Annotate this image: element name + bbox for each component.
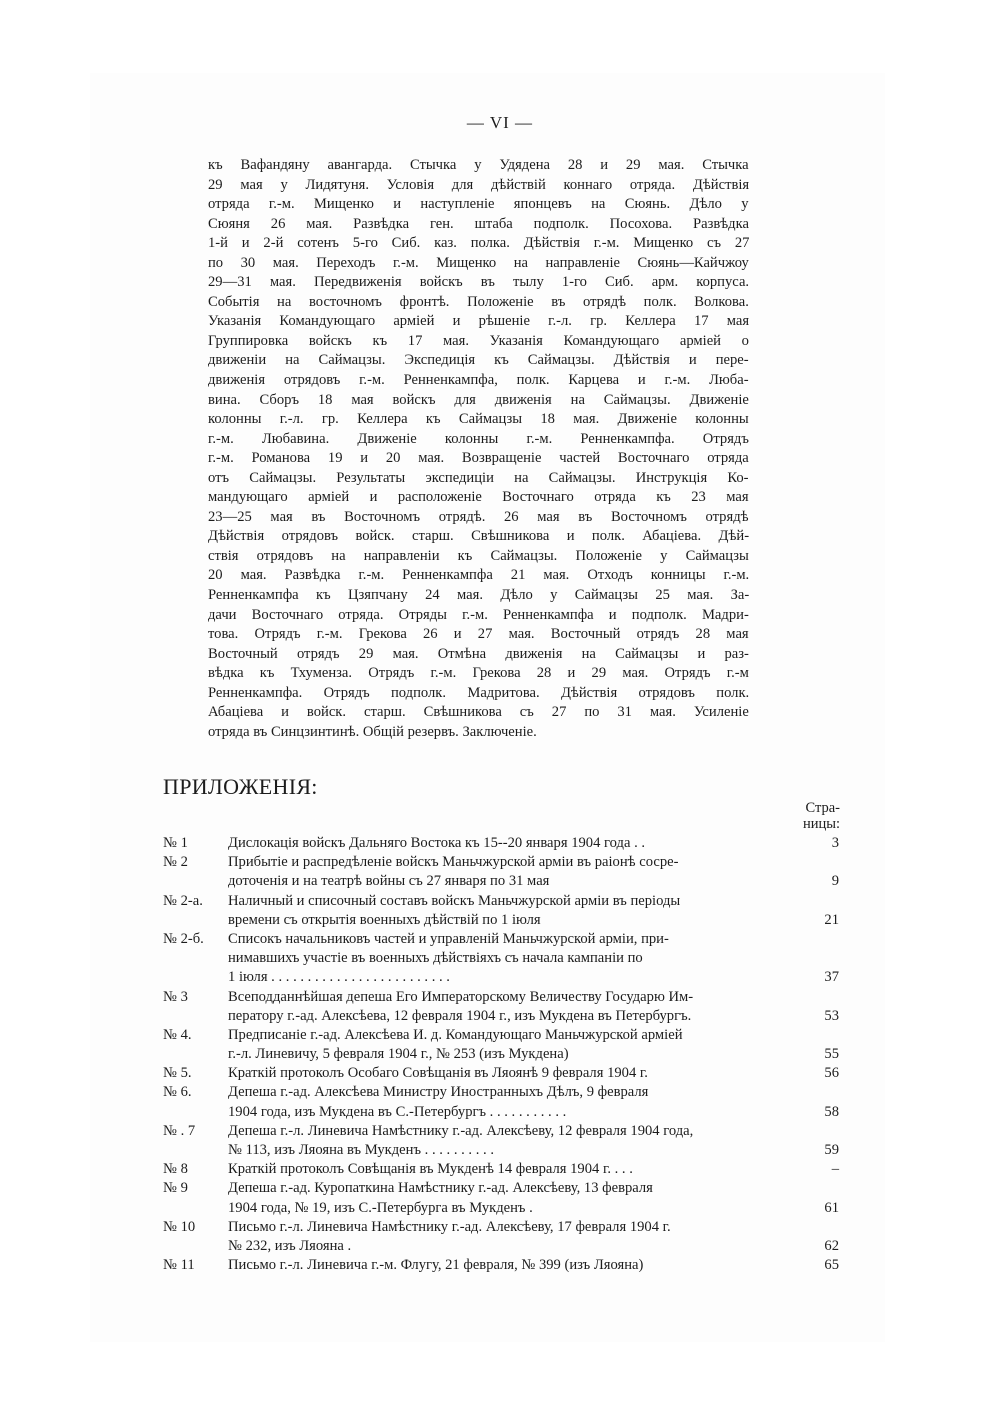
- appendix-title-line: нимавшихъ участіе въ военныхъ дѣйствіяхъ съ начала кампаніи по: [228, 950, 643, 967]
- text-line: 29 мая у Лидятуня. Условія для дѣйствій коннаго отряда. Дѣйствія: [208, 176, 750, 193]
- pages-header-line-1: Стра-: [805, 800, 840, 816]
- appendix-title-line: 1 іюля . . . . . . . . . . . . . . . . . . . . . . . . .: [228, 969, 450, 986]
- text-line: Событія на восточномъ фронтѣ. Положеніе въ отрядѣ полк. Волкова.: [208, 293, 749, 310]
- appendix-title-line: Наличный и списочный составъ войскъ Маньчжурской арміи въ періоды: [228, 892, 681, 909]
- appendix-title: [228, 930, 796, 988]
- text-line: Сюяня 26 мая. Развѣдка ген. штаба подполк. Посохова. Развѣдка: [208, 215, 749, 232]
- appendix-page-number: –: [831, 1161, 839, 1178]
- pages-header-line-2: ницы:: [802, 816, 840, 832]
- appendix-heading: ПРИЛОЖЕНІЯ:: [163, 774, 318, 799]
- appendix-title-line: Краткій протоколъ Особаго Совѣщанія въ Ляоянѣ 9 февраля 1904 г.: [228, 1065, 648, 1082]
- text-line: 29—31 мая. Передвиженія войскъ въ тылу 1-го Сиб. арм. корпуса.: [208, 274, 750, 291]
- text-line: Восточный отрядъ 29 мая. Отмѣна движенія на Саймацзы и раз-: [208, 645, 749, 662]
- appendix-page-number: 53: [824, 1007, 839, 1024]
- appendix-number: № 6.: [163, 1084, 192, 1101]
- page-number: — VI —: [466, 113, 534, 132]
- appendix-number: № 4.: [163, 1026, 192, 1043]
- appendix-item: [163, 1218, 839, 1256]
- appendix-item: [163, 834, 839, 853]
- appendix-item: [163, 1160, 839, 1179]
- appendix-item: [163, 1083, 839, 1121]
- text-line: колонны г.-л. гр. Келлера къ Саймацзы 18 мая. Движеніе колонны: [208, 411, 749, 428]
- text-line: отряда въ Синцзинтинѣ. Общій резервъ. Заключеніе.: [208, 723, 537, 740]
- appendix-page-number: 65: [824, 1257, 839, 1274]
- text-line: вина. Сборъ 18 мая войскъ для движенія на Саймацзы. Движеніе: [208, 391, 749, 408]
- text-line: дачи Восточнаго отряда. Отряды г.-м. Ренненкампфа и подполк. Мадри-: [208, 606, 749, 623]
- appendix-page-number: 61: [824, 1199, 839, 1216]
- appendix-title-line: 1904 года, № 19, изъ С.-Петербурга въ Мукденъ .: [228, 1199, 533, 1216]
- appendix-number: № 8: [163, 1161, 188, 1178]
- appendix-page-number: 37: [824, 969, 839, 986]
- appendix-title-line: Краткій протоколъ Совѣщанія въ Мукденѣ 14 февраля 1904 г. . . .: [228, 1161, 633, 1178]
- appendix-item: [163, 1179, 839, 1217]
- text-line: 1-й и 2-й сотенъ 5-го Сиб. каз. полка. Дѣйствія г.-м. Мищенко съ 27: [208, 235, 750, 252]
- appendix-title: [228, 1256, 796, 1275]
- text-line: Абаціева и войск. старш. Свѣшникова съ 27 по 31 мая. Усиленіе: [208, 704, 749, 721]
- text-line: мандующаго арміей и расположеніе Восточнаго отряда къ 23 мая: [208, 489, 749, 506]
- appendix-title-line: Дислокація войскъ Дальняго Востока къ 15--20 января 1904 года . .: [228, 835, 646, 851]
- text-line: по 30 мая. Переходъ г.-м. Мищенко на направленіе Сюянь—Кайчжоу: [208, 254, 749, 271]
- appendix-page-number: 3: [831, 835, 839, 851]
- appendix-title-line: времени съ открытія военныхъ дѣйствій по 1 іюля: [228, 911, 541, 928]
- appendix-list: [163, 834, 839, 1275]
- text-line: отъ Саймацзы. Результаты экспедиціи на Саймацзы. Инструкція Ко-: [208, 469, 749, 486]
- appendix-title-line: Депеша г.-ад. Алексѣева Министру Иностранныхъ Дѣлъ, 9 февраля: [228, 1084, 649, 1101]
- appendix-page-number: 21: [824, 911, 839, 928]
- appendix-number: № 10: [163, 1218, 196, 1235]
- appendix-page-number: 9: [831, 873, 839, 890]
- text-line: г.-м. Любавина. Движеніе колонны г.-м. Ренненкампфа. Отрядъ: [208, 430, 749, 447]
- appendix-title: [228, 892, 796, 930]
- text-line: ствія отрядовъ на направленіи къ Саймацзы. Положеніе у Саймацзы: [208, 547, 749, 564]
- appendix-title-line: Письмо г.-л. Линевича Намѣстнику г.-ад. Алексѣеву, 17 февраля 1904 г.: [228, 1218, 671, 1235]
- appendix-title: [228, 1083, 796, 1121]
- appendix-title-line: доточенія и на театрѣ войны съ 27 января по 31 мая: [228, 873, 550, 890]
- appendix-title: [228, 853, 796, 891]
- appendix-number: № 2: [163, 854, 188, 871]
- appendix-number: № 5.: [163, 1065, 192, 1082]
- appendix-item: [163, 1122, 839, 1160]
- contents-paragraph: [208, 156, 749, 742]
- appendix-title: [228, 1122, 796, 1160]
- appendix-item: [163, 988, 839, 1026]
- text-line: г.-м. Романова 19 и 20 мая. Возвращеніе частей Восточнаго отряда: [208, 450, 749, 467]
- appendix-title: [228, 988, 796, 1026]
- pages-column-header: [780, 800, 840, 832]
- appendix-page-number: 62: [824, 1237, 839, 1254]
- text-line: Ренненкампфа къ Цзяпчану 24 мая. Дѣло у Саймацзы 25 мая. За-: [208, 587, 750, 604]
- text-line: това. Отрядъ г.-м. Грекова 26 и 27 мая. Восточный отрядъ 28 мая: [208, 626, 749, 643]
- text-line: движенія отрядовъ г.-м. Ренненкампфа, полк. Карцева и г.-м. Любa-: [208, 372, 749, 389]
- text-line: отряда г.-м. Мищенко и наступленіе японцевъ на Сюянь. Дѣло у: [208, 196, 749, 213]
- appendix-item: [163, 1064, 839, 1083]
- appendix-title-line: Письмо г.-л. Линевича г.-м. Флугу, 21 февраля, № 399 (изъ Ляояна): [228, 1257, 644, 1274]
- appendix-title: [228, 834, 796, 853]
- appendix-page-number: 55: [824, 1046, 839, 1063]
- appendix-title-line: Депеша г.-ад. Куропаткина Намѣстнику г.-ад. Алексѣеву, 13 февраля: [228, 1180, 653, 1197]
- appendix-title-line: Предписаніе г.-ад. Алексѣева И. д. Командующаго Маньчжурской арміей: [228, 1026, 683, 1043]
- appendix-item: [163, 853, 839, 891]
- appendix-title-line: ператору г.-ад. Алексѣева, 12 февраля 1904 г., изъ Мукдена въ Петербургъ.: [228, 1007, 692, 1024]
- appendix-title-line: г.-л. Линевичу, 5 февраля 1904 г., № 253 (изъ Мукдена): [228, 1046, 569, 1063]
- appendix-title-line: Списокъ начальниковъ частей и управленій Маньчжурской арміи, при-: [228, 930, 669, 947]
- text-line: вѣдка къ Тхуменза. Отрядъ г.-м. Грекова 28 и 29 мая. Отрядъ г.-м: [208, 665, 749, 682]
- appendix-title-line: 1904 года, изъ Мукдена въ С.-Петербургъ . . . . . . . . . . .: [228, 1103, 567, 1120]
- appendix-title: [228, 1160, 796, 1179]
- appendix-title-line: Прибытіе и распредѣленіе войскъ Маньчжурской арміи въ раіонѣ сосре-: [228, 854, 679, 871]
- appendix-number: № 2-а.: [163, 892, 203, 909]
- appendix-title: [228, 1218, 796, 1256]
- text-line: къ Вафандяну авангарда. Стычка у Удядена 28 и 29 мая. Стычка: [208, 157, 749, 173]
- appendix-item: [163, 930, 839, 988]
- text-line: движеніи на Саймацзы. Экспедиція къ Саймацзы. Дѣйствія и пере-: [208, 352, 749, 369]
- appendix-title: [228, 1179, 796, 1217]
- text-line: Группировка войскъ къ 17 мая. Указанія Командующаго арміей о: [208, 332, 749, 349]
- text-line: Ренненкампфа. Отрядъ подполк. Мадритова. Дѣйствія отрядовъ полк.: [208, 684, 750, 701]
- appendix-number: № 3: [163, 988, 188, 1005]
- appendix-number: № 1: [163, 835, 188, 851]
- appendix-number: № 2-б.: [163, 930, 204, 947]
- text-line: Указанія Командующаго арміей и рѣшеніе г.-л. гр. Келлера 17 мая: [208, 313, 750, 330]
- appendix-item: [163, 892, 839, 930]
- appendix-page-number: 58: [824, 1103, 839, 1120]
- text-line: 23—25 мая въ Восточномъ отрядѣ. 26 мая въ Восточномъ отрядѣ: [208, 508, 749, 525]
- appendix-number: № 11: [163, 1257, 195, 1274]
- appendix-number: № 9: [163, 1180, 188, 1197]
- text-line: 20 мая. Развѣдка г.-м. Ренненкампфа 21 мая. Отходъ конницы г.-м.: [208, 567, 750, 584]
- appendix-title: [228, 1064, 796, 1083]
- appendix-page-number: 59: [824, 1142, 839, 1159]
- appendix-item: [163, 1026, 839, 1064]
- appendix-title-line: № 232, изъ Ляояна .: [228, 1237, 352, 1254]
- appendix-page-number: 56: [824, 1065, 839, 1082]
- appendix-item: [163, 1256, 839, 1275]
- appendix-title: [228, 1026, 796, 1064]
- appendix-title-line: Депеша г.-л. Линевича Намѣстнику г.-ад. Алексѣеву, 12 февраля 1904 года,: [228, 1122, 694, 1139]
- appendix-title-line: № 113, изъ Ляояна въ Мукденъ . . . . . . . . . .: [228, 1142, 494, 1159]
- text-line: Дѣйствія отрядовъ войск. старш. Свѣшникова и полк. Абаціева. Дѣй-: [208, 528, 750, 545]
- appendix-title-line: Всеподданнѣйшая депеша Его Императорскому Величеству Государю Им-: [228, 988, 694, 1005]
- appendix-number: № . 7: [163, 1122, 196, 1139]
